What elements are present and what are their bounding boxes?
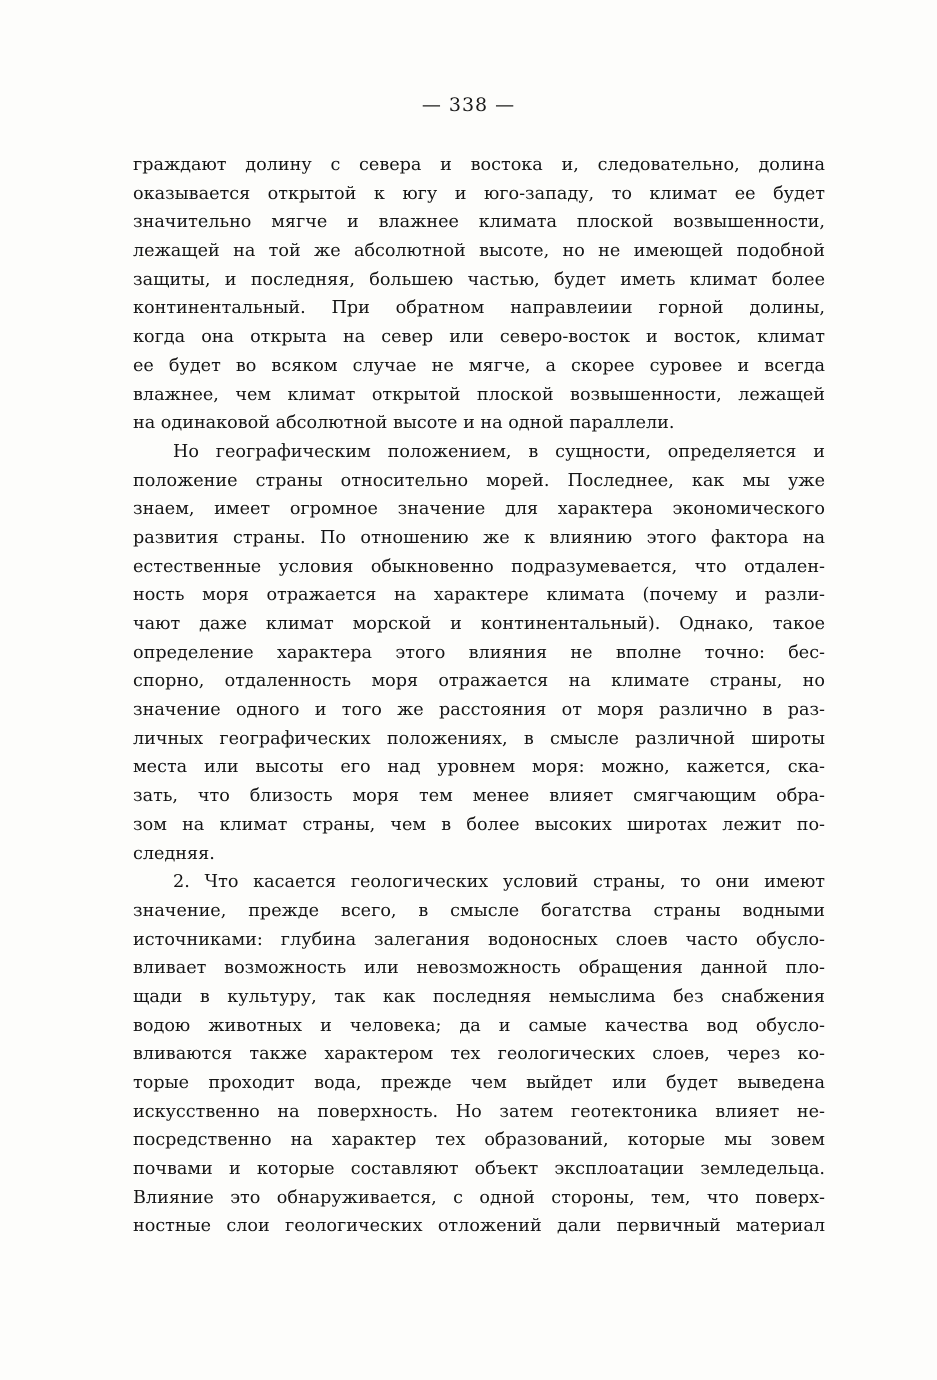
text-line: зом на климат страны, чем в более высоких широтах лежит по- <box>133 814 825 835</box>
text-line: водою животных и человека; да и самые качества вод обусло- <box>133 1015 825 1036</box>
text-line: ностные слои геологических отложений дали первичный материал <box>133 1216 825 1237</box>
text-line: почвами и которые составляют объект эксплоатации земледельца. <box>133 1159 825 1180</box>
text-line: источниками: глубина залегания водоносных слоев часто обусло- <box>133 929 825 950</box>
text-line: следняя. <box>133 843 215 864</box>
text-line: чают даже климат морской и континентальный). Однако, такое <box>133 614 825 634</box>
text-line: личных географических положениях, в смысле различной широты <box>133 728 825 749</box>
body-text <box>133 151 825 1241</box>
text-line: значительно мягче и влажнее климата плоской возвышенности, <box>133 212 825 233</box>
text-line: знаем, имеет огромное значение для характера экономического <box>133 499 825 520</box>
text-line: на одинаковой абсолютной высоте и на одной параллели. <box>133 413 675 434</box>
text-line: ее будет во всяком случае не мягче, а скорее суровее и всегда <box>133 355 825 376</box>
text-line: вливает возможность или невозможность обращения данной пло- <box>133 958 825 979</box>
text-line: искусственно на поверхность. Но затем геотектоника влияет не- <box>133 1101 825 1122</box>
text-line: спорно, отдаленность моря отражается на климате страны, но <box>133 671 825 692</box>
text-line: естественные условия обыкновенно подразумевается, что отдален- <box>133 556 825 577</box>
text-line: граждают долину с севера и востока и, следовательно, долина <box>133 155 825 175</box>
text-line: влажнее, чем климат открытой плоской возвышенности, лежащей <box>133 384 825 405</box>
text-line: ность моря отражается на характере климата (почему и разли- <box>133 585 825 606</box>
text-line: защиты, и последняя, большею частью, будет иметь климат более <box>133 269 825 290</box>
text-line: Влияние это обнаруживается, с одной стороны, тем, что поверх- <box>133 1187 825 1208</box>
text-line: значение, прежде всего, в смысле богатства страны водными <box>133 900 825 921</box>
text-line: развития страны. По отношению же к влиянию этого фактора на <box>133 527 825 548</box>
page-number: — 338 — <box>421 94 516 116</box>
text-line: щади в культуру, так как последняя немыслима без снабжения <box>133 986 825 1007</box>
text-line: 2. Что касается геологических условий страны, то они имеют <box>173 872 825 893</box>
text-line: когда она открыта на север или северо-восток и восток, климат <box>133 327 825 348</box>
text-line: положение страны относительно морей. Последнее, как мы уже <box>133 470 825 491</box>
text-line: посредственно на характер тех образований, которые мы зовем <box>133 1130 825 1151</box>
text-line: места или высоты его над уровнем моря: можно, кажется, ска- <box>133 757 825 778</box>
text-line: значение одного и того же расстояния от моря различно в раз- <box>133 700 825 721</box>
text-line: континентальный. При обратном направлеиии горной долины, <box>133 298 825 319</box>
text-line: вливаются также характером тех геологических слоев, через ко- <box>133 1044 825 1065</box>
text-line: определение характера этого влияния не вполне точно: бес- <box>133 642 825 663</box>
text-line: лежащей на той же абсолютной высоте, но не имеющей подобной <box>133 241 825 262</box>
text-line: Но географическим положением, в сущности, определяется и <box>173 441 825 462</box>
text-line: оказывается открытой к югу и юго-западу, то климат ее будет <box>133 183 825 204</box>
text-line: зать, что близость моря тем менее влияет смягчающим обра- <box>133 786 825 807</box>
text-line: торые проходит вода, прежде чем выйдет или будет выведена <box>133 1073 825 1093</box>
